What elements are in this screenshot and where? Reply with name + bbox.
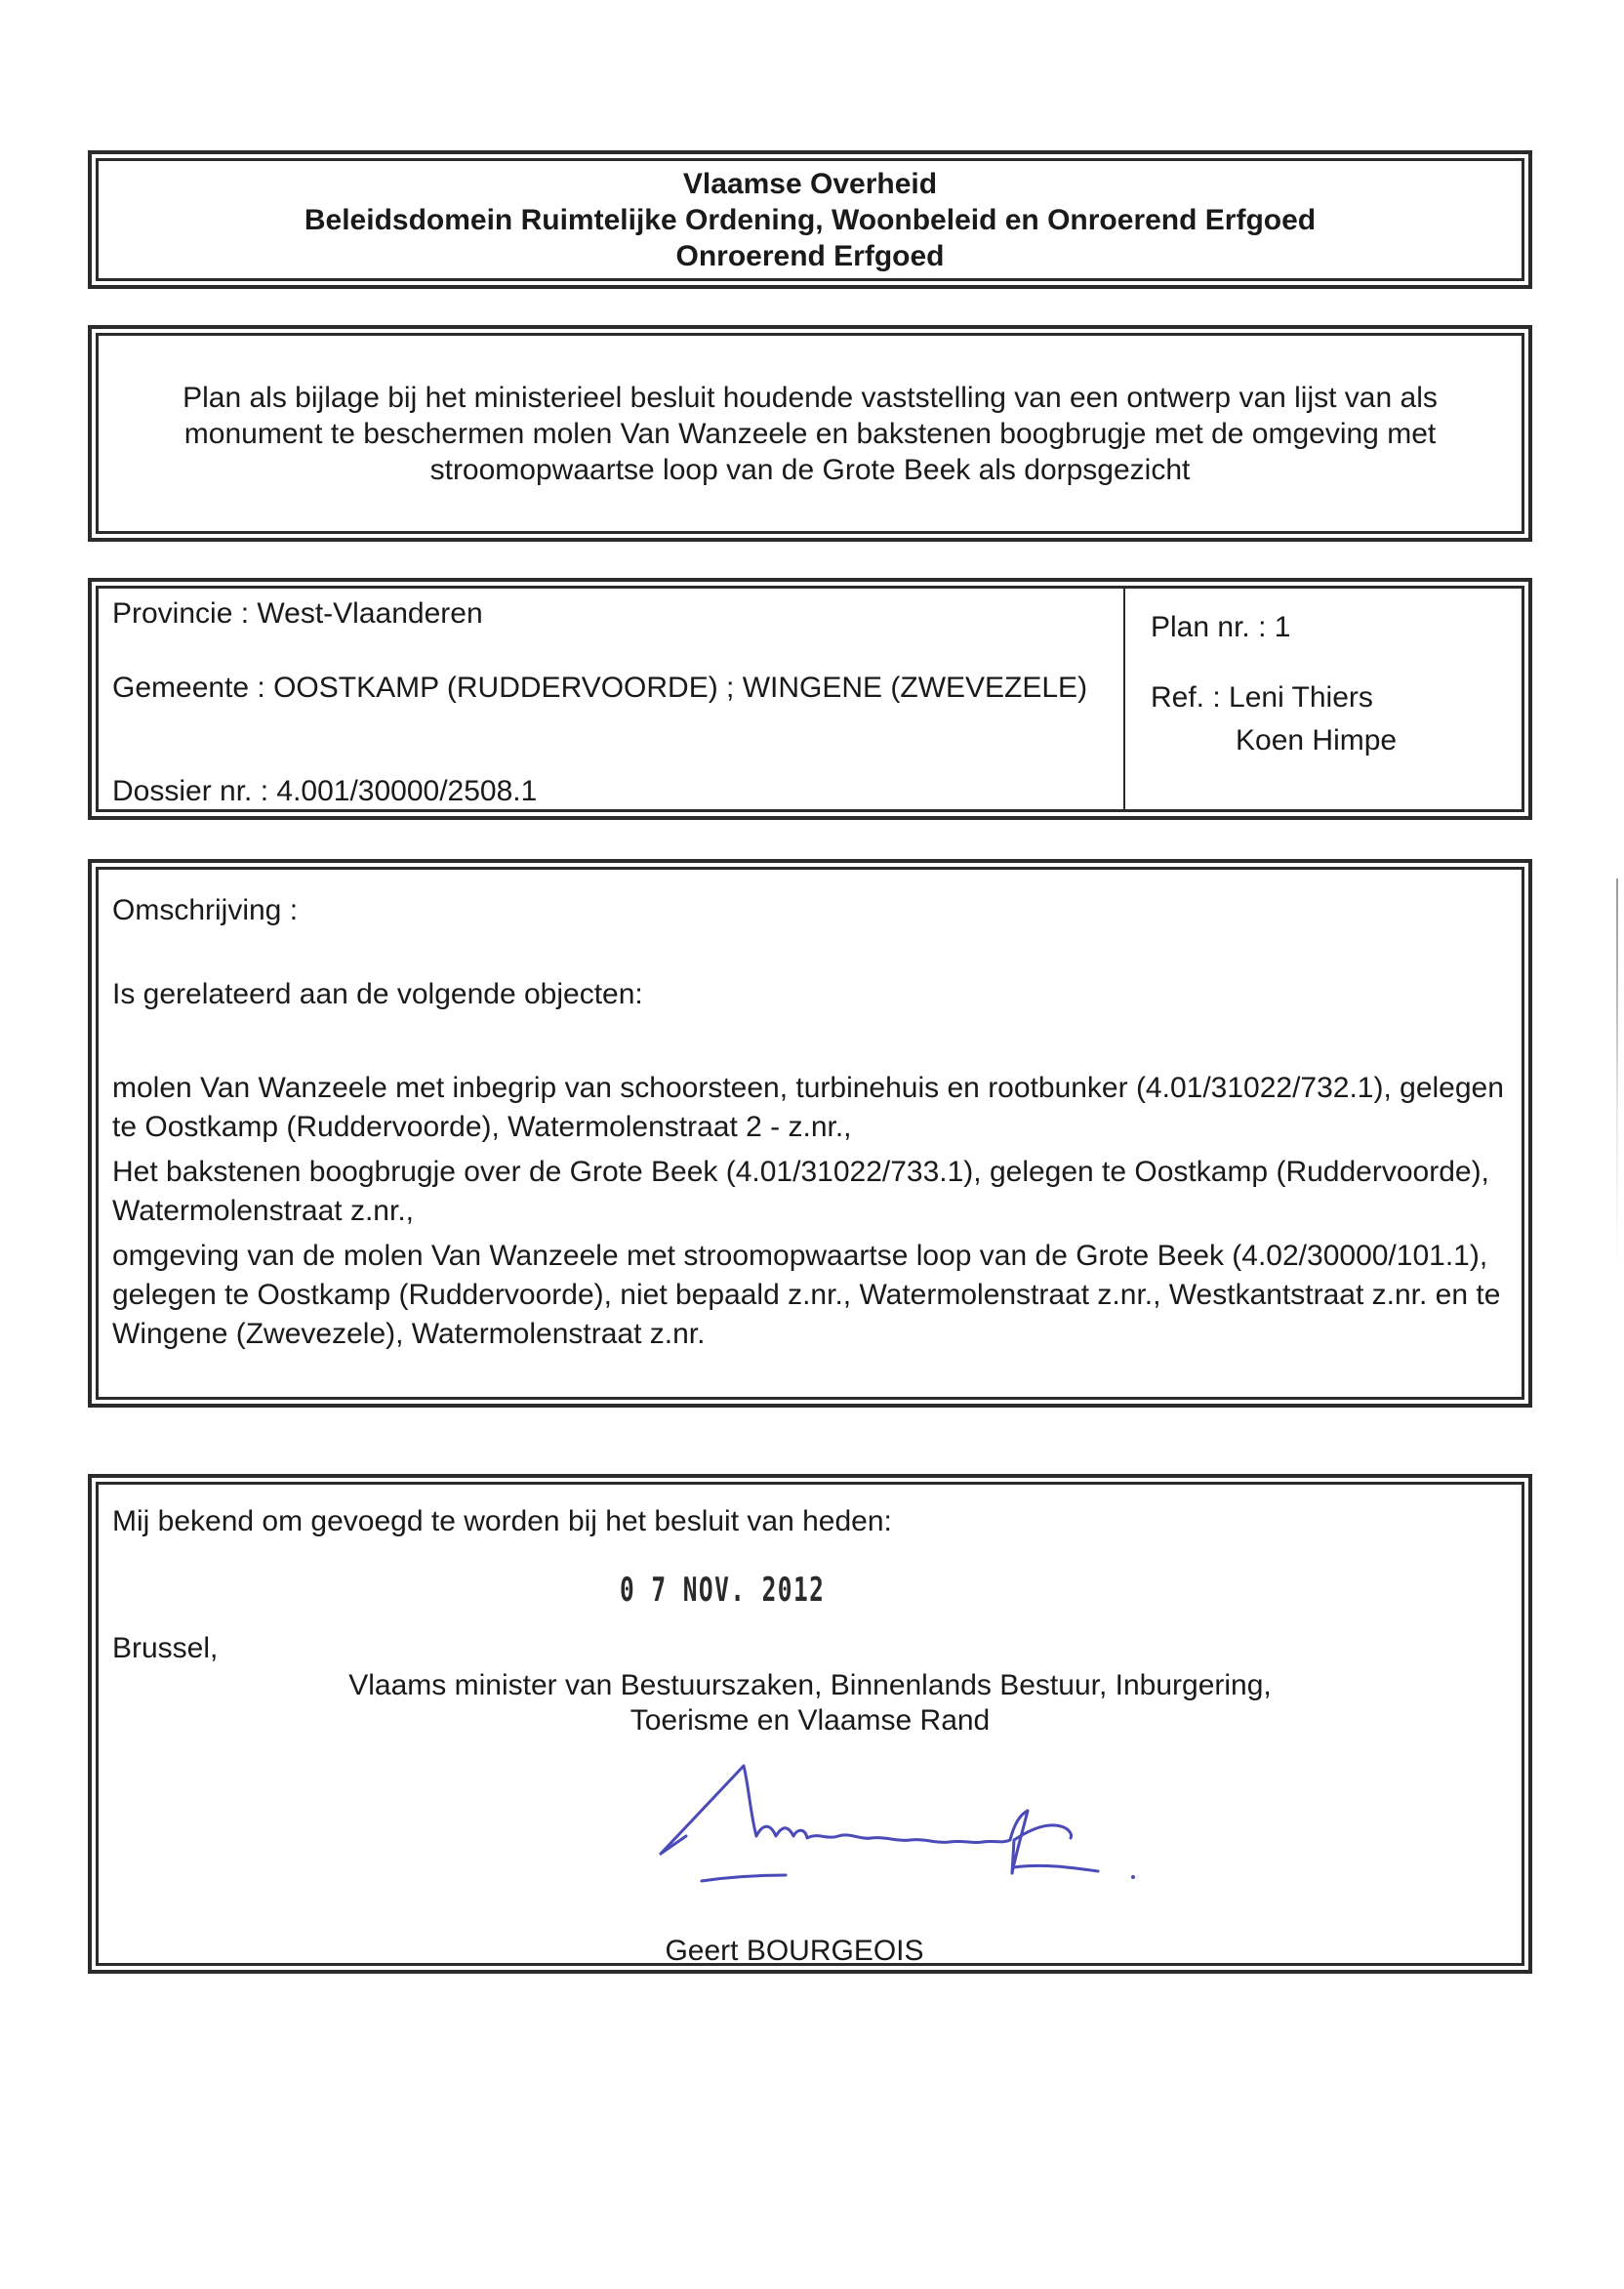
- description-intro: Is gerelateerd aan de volgende objecten:: [112, 978, 643, 1010]
- signatory-name: Geert BOURGEOIS: [665, 1935, 924, 1967]
- header-line-policy-domain: Beleidsdomein Ruimtelijke Ordening, Woonbeleid en Onroerend Erfgoed: [304, 203, 1317, 236]
- handwritten-signature-icon: [651, 1746, 1158, 1883]
- title-box: [88, 325, 1532, 542]
- signature-box: [88, 1474, 1532, 1974]
- provincie-field: Provincie : West-Vlaanderen: [112, 597, 483, 630]
- minister-title: [99, 1668, 1522, 1738]
- document-title: Plan als bijlage bij het ministerieel besluit houdende vaststelling van een ontwerp van lijst van als monument te beschermen molen Van Wanzeele en bakstenen boogbrugje met de omgeving met stroomopwaartse loop van de Grote Beek als dorpsgezicht: [183, 381, 1438, 486]
- minister-title-line-1: Vlaams minister van Bestuurszaken, Binnenlands Bestuur, Inburgering,: [348, 1669, 1272, 1701]
- description-box: [88, 859, 1532, 1408]
- header-box-inner: [96, 158, 1524, 281]
- related-object-item: molen Van Wanzeele met inbegrip van schoorsteen, turbinehuis en rootbunker (4.01/31022/732.1), gelegen te Oostkamp (Ruddervoorde), Watermolenstraat 2 - z.nr.,: [112, 1072, 1504, 1143]
- header-box: [88, 150, 1532, 289]
- header-line-organization: Vlaamse Overheid: [682, 167, 938, 200]
- signing-place: Brussel,: [112, 1632, 219, 1664]
- signature-box-inner: [96, 1482, 1524, 1966]
- plan-number-field: Plan nr. : 1: [1151, 611, 1291, 643]
- approval-statement: Mij bekend om gevoegd te worden bij het besluit van heden:: [112, 1505, 892, 1537]
- header-line-agency: Onroerend Erfgoed: [675, 239, 945, 272]
- dossier-number-field: Dossier nr. : 4.001/30000/2508.1: [112, 775, 538, 807]
- reference-second-name: Koen Himpe: [1236, 724, 1398, 756]
- description-box-inner: [96, 867, 1524, 1400]
- related-object-item: Het bakstenen boogbrugje over de Grote Beek (4.01/31022/733.1), gelegen te Oostkamp (Ruddervoorde), Watermolenstraat z.nr.,: [112, 1156, 1489, 1227]
- related-object-item: omgeving van de molen Van Wanzeele met stroomopwaartse loop van de Grote Beek (4.02/30000/101.1), gelegen te Oostkamp (Ruddervoorde), niet bepaald z.nr., Watermolenstraat z.nr., Westkantstraat z.nr. en te Wingene (Zwevezele), Watermolenstraat z.nr.: [112, 1240, 1501, 1350]
- info-box: [88, 578, 1532, 820]
- info-left-column: [99, 589, 1125, 809]
- scan-edge-line: [1616, 879, 1618, 1269]
- gemeente-field: Gemeente : OOSTKAMP (RUDDERVOORDE) ; WINGENE (ZWEVEZELE): [112, 672, 1088, 704]
- minister-title-line-2: Toerisme en Vlaamse Rand: [629, 1704, 991, 1737]
- date-stamp: 0 7 NOV. 2012: [620, 1571, 826, 1610]
- title-box-inner: [96, 333, 1524, 534]
- info-right-column: [1135, 589, 1522, 809]
- description-label: Omschrijving :: [112, 894, 299, 926]
- info-box-inner: [96, 586, 1524, 812]
- reference-field: Ref. : Leni Thiers: [1151, 681, 1373, 714]
